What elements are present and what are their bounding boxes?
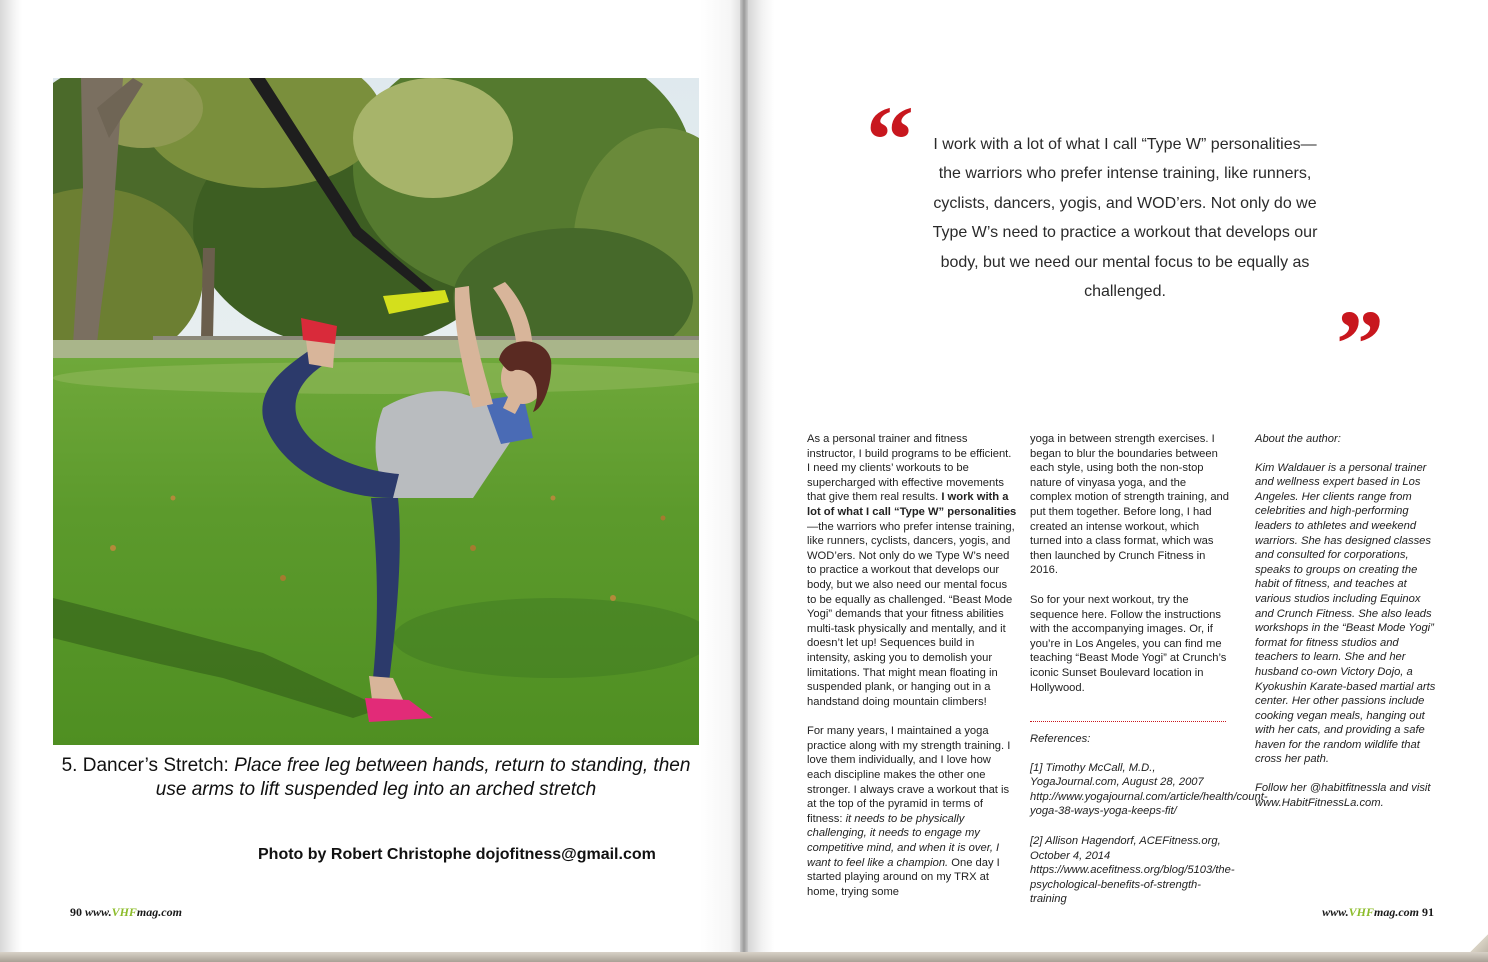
caption-title: 5. Dancer’s Stretch:: [61, 755, 229, 776]
url-suffix-right: mag.com: [1374, 905, 1419, 919]
url-brand: VHF: [111, 905, 137, 919]
col1-paragraph-1: [807, 432, 1017, 709]
page-bottom-edge: [0, 952, 1488, 962]
about-author-column: [1255, 432, 1437, 824]
close-quote-mark: ”: [1336, 290, 1384, 397]
page-number-left: 90: [70, 905, 82, 919]
left-page: [0, 0, 740, 958]
left-folio: [70, 905, 182, 920]
photo-caption: [53, 754, 699, 802]
url-prefix-right: www.: [1322, 905, 1349, 919]
photo-credit: Photo by Robert Christophe dojofitness@gmail.com: [258, 846, 656, 863]
caption-text: Place free leg between hands, return to standing, then use arms to lift suspended leg into an arched stretch: [155, 755, 691, 800]
body-column-1: [807, 432, 1017, 914]
col1-p1-start: As a personal trainer and fitness instructor, I build programs to be efficient. I need my clients’ workouts to be supercharged with effective movements that give them real results.: [807, 433, 1012, 504]
author-follow: Follow her @habitfitnessla and visit www.HabitFitnessLa.com.: [1255, 782, 1431, 809]
body-column-2: [1030, 432, 1268, 922]
col1-paragraph-2: [807, 724, 1017, 899]
author-bio: Kim Waldauer is a personal trainer and wellness expert based in Los Angeles. Her clients range from celebrities and high-performing leaders to athletes and weekend warriors. She has designed classes and consulted for corporations, speaks to groups on creating the habit of fitness, and teaches at various studios including Equinox and Crunch Fitness. She also leads workshops in the “Beast Mode Yogi” format for fitness studios and teachers to learn. She and her husband co-own Victory Dojo, a Kyokushin Karate-based martial arts center. Her other passions include cooking vegan meals, hanging out with her cats, and providing a safe haven for the random wildlife that cross her path.: [1255, 461, 1436, 766]
about-author-heading: About the author:: [1255, 433, 1341, 445]
dancers-stretch-photo: [53, 78, 699, 745]
url-prefix: www.: [85, 905, 112, 919]
pull-quote: I work with a lot of what I call “Type W” personalities—the warriors who prefer intense training, like runners, cyclists, dancers, yogis, and WOD’ers. Not only do we Type W’s need to practice a workout that develops our body, but we need our mental focus to be equally as challenged.: [932, 136, 1318, 301]
col1-p2-italic: it needs to be physically challenging, it needs to engage my competitive mind, and when it is over, I want to feel like a champion.: [807, 812, 1000, 869]
col1-p1-end: —the warriors who prefer intense training, like runners, cyclists, dancers, yogis, and WOD’ers. Not only do we Type W’s need to practice a workout that develops our body, but we also need our mental focus to be equally as challenged. “Beast Mode Yogi” demands that your fitness abilities multi-task physically and mentally, and it doesn’t let up! Sequences build in intensity, asking you to demolish your limitations. That might mean floating in suspended plank, or hanging out in a handstand doing mountain climbers!: [807, 520, 1015, 708]
page-number-right: 91: [1422, 905, 1434, 919]
reference-2: [2] Allison Hagendorf, ACEFitness.org, October 4, 2014 https://www.acefitness.org/blog/5103/the-psychological-benefits-of-strength-training: [1030, 835, 1235, 906]
col1-p2-start: For many years, I maintained a yoga practice along with my strength training. I love them individually, and I love how each discipline makes the other one stronger. I always crave a workout that is at the top of the pyramid in terms of fitness:: [807, 725, 1011, 825]
magazine-url-right: [1322, 905, 1419, 919]
right-folio: [1322, 905, 1434, 920]
col1-p1-bold: I work with a lot of what I call “Type W” personalities: [807, 491, 1017, 518]
magazine-url-left: [85, 905, 182, 919]
references-divider: [1030, 721, 1226, 722]
spread-gutter: [740, 0, 748, 958]
col2-paragraph-1: yoga in between strength exercises. I began to blur the boundaries between each style, using both the non-stop nature of vinyasa yoga, and the complex motion of strength training, and put them together. Before long, I had created an intense workout, which turned into a class format, which was then launched by Crunch Fitness in 2016.: [1030, 433, 1229, 577]
reference-1: [1] Timothy McCall, M.D., YogaJournal.com, August 28, 2007 http://www.yogajournal.com/article/health/count-yoga-38-ways-yoga-keeps-fit/: [1030, 761, 1268, 818]
url-suffix: mag.com: [136, 905, 182, 919]
open-quote-mark: “: [866, 86, 914, 193]
col1-p2-end: One day I started playing around on my TRX at home, trying some: [807, 856, 1000, 898]
col2-paragraph-2: So for your next workout, try the sequence here. Follow the instructions with the accompanying images. Or, if you’re in Los Angeles, you can find me teaching “Beast Mode Yogi” at Crunch’s iconic Sunset Boulevard location in Hollywood.: [1030, 593, 1227, 694]
references-heading: References:: [1030, 733, 1091, 746]
url-brand-right: VHF: [1348, 905, 1374, 919]
